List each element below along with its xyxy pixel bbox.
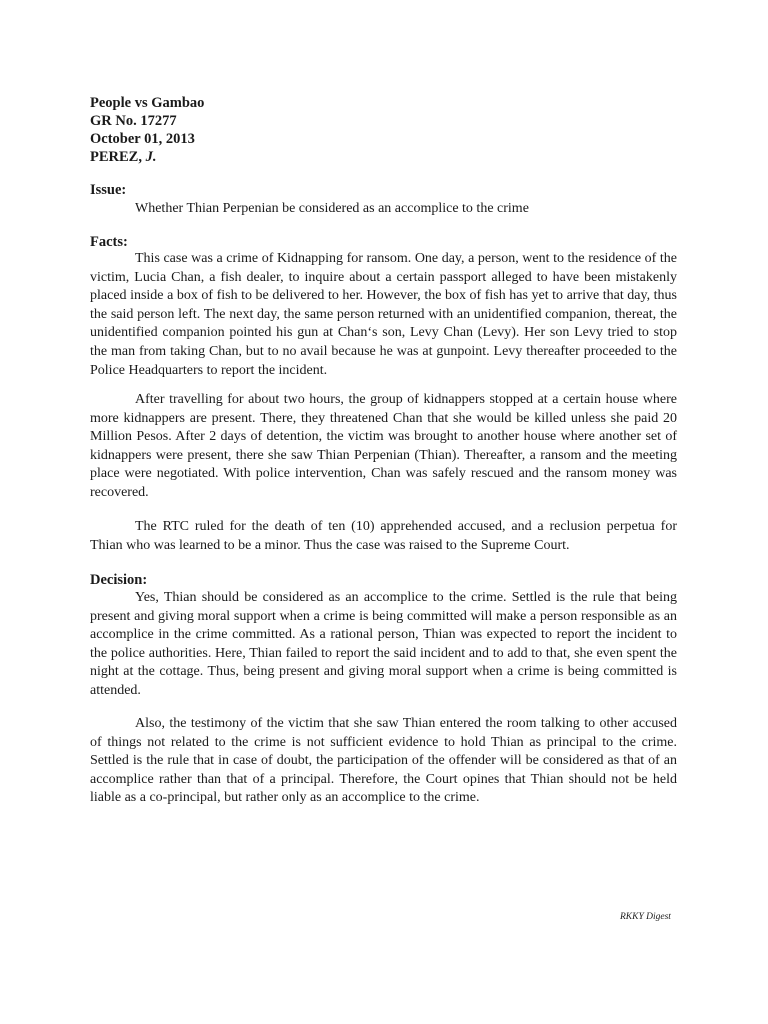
ponente-name: PEREZ, [90, 149, 142, 165]
footer-label: RKKY Digest [620, 912, 671, 922]
issue-heading: Issue: [90, 182, 127, 198]
decision-heading: Decision: [90, 572, 148, 588]
facts-paragraph-3: The RTC ruled for the death of ten (10) apprehended accused, and a reclusion perpetua for Thian who was learned to be a minor. Thus the case was raised to the Supreme Court. [90, 519, 677, 553]
decision-paragraph-2: Also, the testimony of the victim that she saw Thian entered the room talking to other accused of things not related to the crime is not sufficient evidence to hold Thian as principal to the crime. Settled is the rule that in case of doubt, the participation of the offender will be considered as that of an accomplice rather than that of a principal. Therefore, the Court opines that Thian should not be held liable as a co-principal, but rather only as an accomplice to the crime. [90, 716, 677, 806]
gr-number: GR No. 17277 [90, 113, 177, 129]
facts-heading: Facts: [90, 234, 128, 250]
facts-paragraph-2: After travelling for about two hours, the group of kidnappers stopped at a certain house where more kidnappers are present. There, they threatened Chan that she would be killed unless she paid 20 Million Pesos. After 2 days of detention, the victim was brought to another house where another set of kidnappers were present, there she saw Thian Perpenian (Thian). Thereafter, a ransom and the meeting place were negotiated. With police intervention, Chan was safely rescued and the ransom money was recovered. [90, 392, 677, 500]
case-title: People vs Gambao [90, 95, 205, 111]
ponente-title: J. [145, 149, 157, 165]
issue-text: Whether Thian Perpenian be considered as an accomplice to the crime [135, 201, 529, 216]
ponente [90, 148, 204, 166]
decision-paragraph-1: Yes, Thian should be considered as an accomplice to the crime. Settled is the rule that being present and giving moral support when a crime is being committed will make a person responsible as an accomplice in the crime committed. As a rational person, Thian was expected to report the incident to the police authorities. Here, Thian failed to report the said incident and to add to that, she even spent the night at the cottage. Thus, being present and giving moral support when a crime is being committed is attended. [90, 590, 677, 698]
decision-date: October 01, 2013 [90, 131, 195, 147]
facts-paragraph-1: This case was a crime of Kidnapping for ransom. One day, a person, went to the residence of the victim, Lucia Chan, a fish dealer, to inquire about a certain passport alleged to have been mistakenly placed inside a box of fish to be delivered to her. However, the box of fish has yet to arrive that day, thus the said person left. The next day, the same person returned with an unidentified companion, thereat, the unidentified companion pointed his gun at Chan‘s son, Levy Chan (Levy). Her son Levy tried to stop the man from taking Chan, but to no avail because he was at gunpoint. Levy thereafter proceeded to the Police Headquarters to report the incident. [90, 251, 677, 378]
case-header [90, 94, 204, 166]
